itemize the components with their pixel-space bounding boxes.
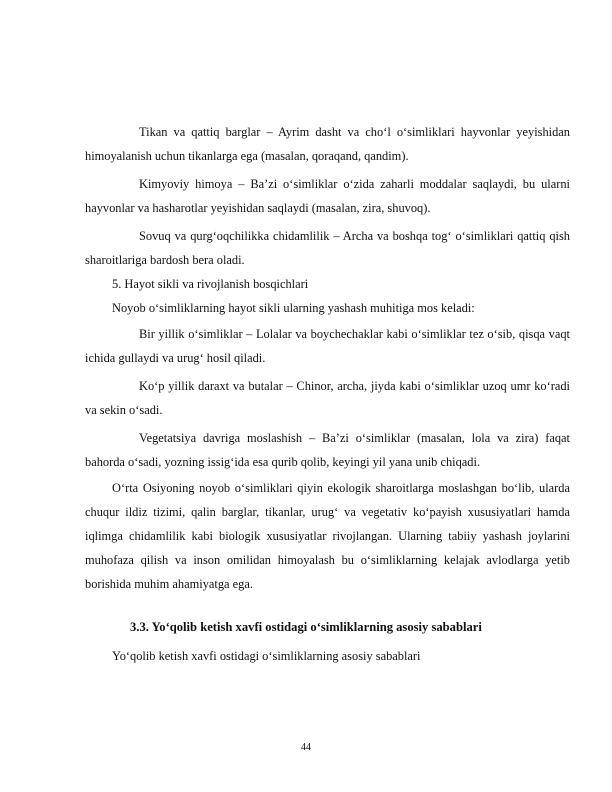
list-heading-hayot-sikli: 5. Hayot sikli va rivojlanish bosqichlari bbox=[112, 277, 309, 291]
paragraph-sovuq: Sovuq va qurg‘oqchilikka chidamlilik – Archa va boshqa tog‘ o‘simliklari qattiq qish sharoitlariga bardosh bera oladi. bbox=[85, 229, 570, 267]
paragraph-vegetatsiya: Vegetatsiya davriga moslashish – Ba’zi o‘simliklar (masalan, lola va zira) faqat bahorda o‘sadi, yozning issig‘ida esa qurib qolib, keyingi yil yana unib chiqadi. bbox=[85, 431, 570, 469]
paragraph-tikan: Tikan va qattiq barglar – Ayrim dasht va cho‘l o‘simliklari hayvonlar yeyishidan himoyalanish uchun tikanlarga ega (masalan, qoraqand, qandim). bbox=[85, 125, 570, 163]
section-heading: 3.3. Yo‘qolib ketish xavfi ostidagi o‘simliklarning asosiy sabablari bbox=[130, 620, 482, 634]
page-number: 44 bbox=[301, 742, 311, 753]
section-subtitle: Yo‘qolib ketish xavfi ostidagi o‘simliklarning asosiy sabablari bbox=[112, 649, 421, 663]
paragraph-kimyoviy-himoya: Kimyoviy himoya – Ba’zi o‘simliklar o‘zida zaharli moddalar saqlaydi, bu ularni hayvonlar va hasharotlar yeyishidan saqlaydi (masalan, zira, shuvoq). bbox=[85, 177, 570, 215]
paragraph-kop-yillik: Ko‘p yillik daraxt va butalar – Chinor, archa, jiyda kabi o‘simliklar uzoq umr ko‘radi va sekin o‘sadi. bbox=[85, 379, 570, 417]
paragraph-intro-hayot-sikli: Noyob o‘simliklarning hayot sikli ularning yashash muhitiga mos keladi: bbox=[112, 301, 475, 315]
paragraph-bir-yillik: Bir yillik o‘simliklar – Lolalar va boychechaklar kabi o‘simliklar tez o‘sib, qisqa vaqt ichida gullaydi va urug‘ hosil qiladi. bbox=[85, 327, 570, 365]
paragraph-xulosa: O‘rta Osiyoning noyob o‘simliklari qiyin ekologik sharoitlarga moslashgan bo‘lib, ularda chuqur ildiz tizimi, qalin barglar, tikanlar, urug‘ va vegetativ ko‘payish xususiyatlari hamda iqlimga chidamlilik kabi biologik xususiyatlar rivojlangan. Ularning tabiiy yashash joylarini muhofaza qilish va inson omilidan himoyalash bu o‘simliklarning kelajak avlodlarga yetib borishida muhim ahamiyatga ega. bbox=[85, 481, 570, 591]
